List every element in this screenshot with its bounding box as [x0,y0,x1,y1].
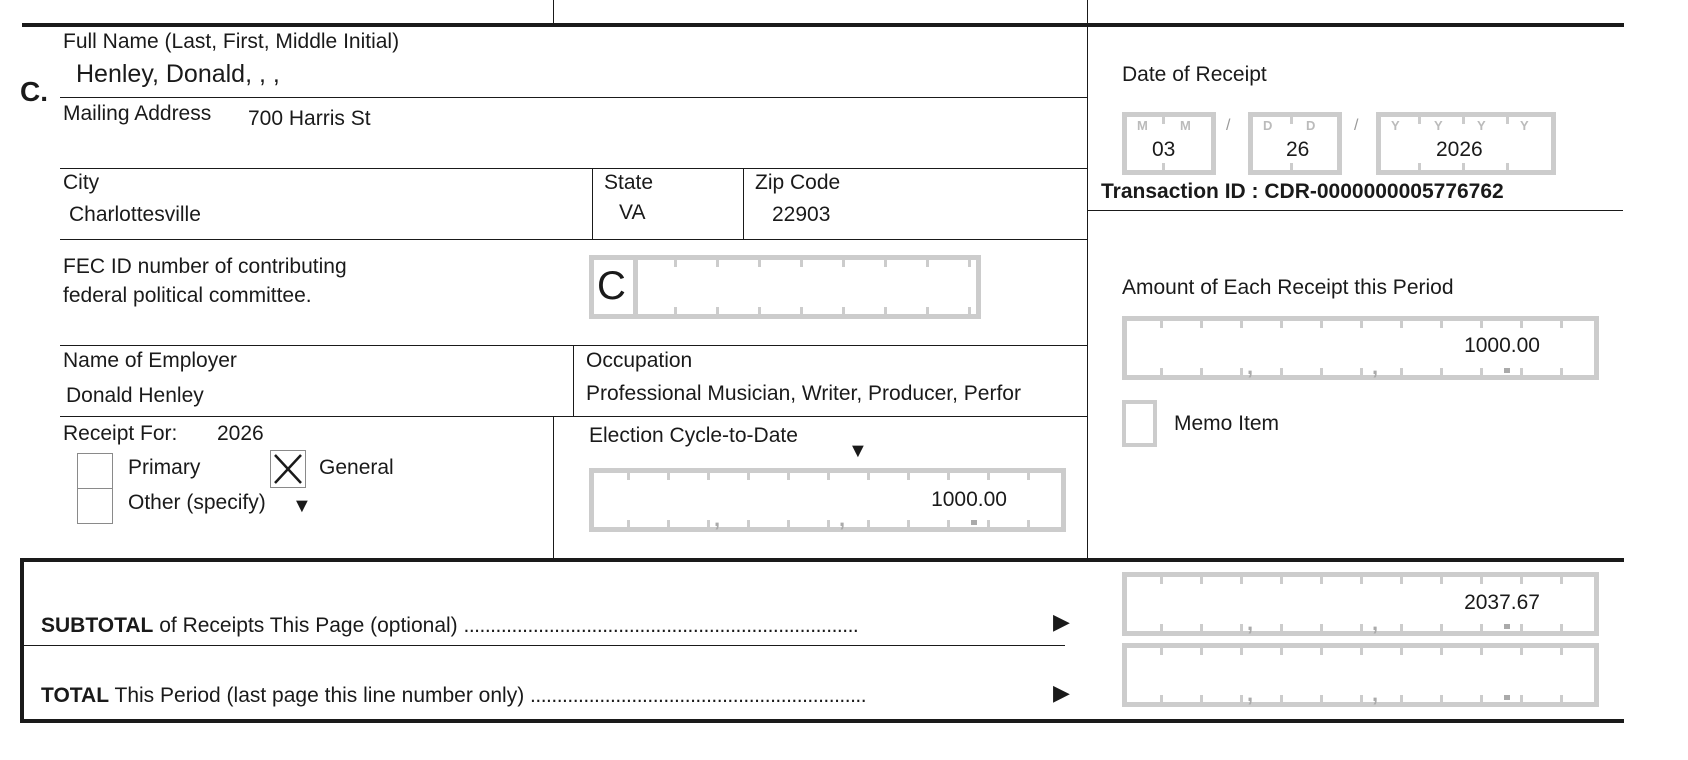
fec-tick-bottom [758,307,761,314]
election-cycle-label: Election Cycle-to-Date [589,424,798,447]
primary-label: Primary [128,456,201,479]
money-tick-bottom [1560,695,1563,702]
money-tick-bottom [1320,695,1323,702]
fec-id-label-line2: federal political committee. [63,284,312,307]
money-tick-bottom [1160,624,1163,631]
rule-address [60,168,1088,169]
fec-tick-top [842,260,845,267]
money-millions-comma: , [1372,610,1379,635]
money-tick-top [1320,648,1323,655]
top-divider-left [553,0,554,25]
money-tick-top [907,473,910,480]
date-tick-top [1162,117,1165,124]
money-tick-bottom [1320,624,1323,631]
money-tick-top [1400,577,1403,584]
total-arrow-icon: ▶ [1053,680,1070,705]
money-tick-bottom [1280,368,1283,375]
date-guide-glyph: D [1263,118,1273,133]
money-tick-top [947,473,950,480]
date-tick-bottom [1418,163,1421,170]
money-tick-bottom [1240,624,1243,631]
city-value: Charlottesville [69,203,201,226]
money-tick-bottom [1360,695,1363,702]
money-tick-top [1160,577,1163,584]
employer-value: Donald Henley [66,384,204,407]
money-tick-bottom [1440,695,1443,702]
date-guide-glyph: Y [1477,118,1486,133]
money-decimal-point [971,520,977,525]
rule-name [60,97,1088,98]
money-tick-top [1360,577,1363,584]
money-tick-bottom [707,520,710,527]
fec-tick-bottom [674,307,677,314]
money-tick-bottom [1520,368,1523,375]
money-tick-top [1360,321,1363,328]
date-tick-top [1462,117,1465,124]
total-bold: TOTAL [41,684,110,707]
election-cycle-amount-value: 1000.00 [931,488,1007,511]
money-tick-bottom [1360,368,1363,375]
money-decimal-point [1504,368,1510,373]
money-tick-top [1520,648,1523,655]
date-tick-bottom [1290,163,1293,170]
money-thousands-comma: , [1247,610,1254,635]
money-tick-top [1320,321,1323,328]
money-tick-bottom [947,520,950,527]
money-tick-bottom [1240,695,1243,702]
date-tick-top [1506,117,1509,124]
date-guide-glyph: Y [1391,118,1400,133]
date-guide-glyph: Y [1520,118,1529,133]
money-tick-top [1440,648,1443,655]
money-tick-bottom [867,520,870,527]
money-tick-top [747,473,750,480]
total-text: This Period (last page this line number only) [109,684,531,707]
other-checkbox[interactable] [77,488,113,524]
date-year-value: 2026 [1436,138,1483,161]
money-tick-bottom [1320,368,1323,375]
subtotal-amount-value: 2037.67 [1464,591,1540,614]
money-tick-top [1480,321,1483,328]
money-tick-top [1320,577,1323,584]
money-tick-bottom [1200,695,1203,702]
money-tick-bottom [1280,624,1283,631]
primary-checkbox[interactable] [77,453,113,489]
section-top-rule [22,23,1624,27]
rule-city [60,239,1088,240]
zip-label: Zip Code [755,171,841,194]
subtotal-line [41,614,858,638]
receipt-for-label: Receipt For: [63,422,178,445]
rule-fec [60,345,1088,346]
fec-tick-bottom [968,307,971,314]
fec-tick-bottom [842,307,845,314]
date-day-value: 26 [1286,138,1310,161]
money-tick-bottom [627,520,630,527]
fec-id-label-line1: FEC ID number of contributing [63,255,347,278]
mailing-address-value: 700 Harris St [248,107,371,130]
money-tick-bottom [1400,368,1403,375]
money-tick-top [1280,577,1283,584]
money-tick-top [1160,321,1163,328]
money-tick-bottom [1520,624,1523,631]
money-tick-top [1360,648,1363,655]
money-tick-bottom [1480,624,1483,631]
transaction-id: Transaction ID : CDR-0000000005776762 [1101,180,1504,203]
money-tick-top [1200,648,1203,655]
money-tick-top [1560,321,1563,328]
fec-id-prefix: C [597,264,626,308]
memo-item-checkbox[interactable] [1122,400,1157,447]
totals-top-rule [20,558,1624,562]
date-guide-glyph: Y [1434,118,1443,133]
rule-transaction [1087,210,1623,211]
date-tick-bottom [1462,163,1465,170]
money-tick-bottom [1400,695,1403,702]
mailing-address-label: Mailing Address [63,102,212,125]
money-tick-bottom [1280,695,1283,702]
date-separator-1: / [1226,117,1231,134]
full-name-value: Henley, Donald, , , [76,60,280,88]
section-letter: C. [20,76,48,107]
date-tick-top [1290,117,1293,124]
general-label: General [319,456,394,479]
money-tick-bottom [1360,624,1363,631]
date-of-receipt-label: Date of Receipt [1122,63,1267,86]
money-decimal-point [1504,695,1510,700]
money-tick-top [1400,648,1403,655]
fec-tick-top [674,260,677,267]
money-tick-top [1200,577,1203,584]
amount-label: Amount of Each Receipt this Period [1122,276,1454,299]
money-tick-top [1520,321,1523,328]
subtotal-bold: SUBTOTAL [41,614,154,637]
divider-city-state [592,168,593,240]
state-label: State [604,171,654,194]
divider-state-zip [743,168,744,240]
fec-tick-top [884,260,887,267]
money-tick-bottom [827,520,830,527]
money-tick-top [1480,577,1483,584]
occupation-label: Occupation [586,349,693,372]
receipt-for-year: 2026 [217,422,264,445]
column-divider [1087,25,1088,561]
general-checkbox[interactable] [270,450,306,488]
money-tick-bottom [667,520,670,527]
money-tick-top [827,473,830,480]
money-tick-top [1027,473,1030,480]
memo-item-label: Memo Item [1174,412,1280,435]
money-tick-bottom [1200,368,1203,375]
money-tick-bottom [1027,520,1030,527]
money-tick-bottom [787,520,790,527]
date-tick-bottom [1162,163,1165,170]
money-tick-top [1560,648,1563,655]
money-tick-top [1400,321,1403,328]
money-tick-bottom [1480,368,1483,375]
checkmark-x-icon [271,451,305,487]
date-month-value: 03 [1152,138,1176,161]
money-thousands-comma: , [1247,681,1254,706]
money-tick-bottom [1160,695,1163,702]
fec-tick-bottom [926,307,929,314]
fec-tick-bottom [800,307,803,314]
date-guide-glyph: M [1180,118,1191,133]
money-tick-bottom [907,520,910,527]
employer-label: Name of Employer [63,349,237,372]
money-tick-bottom [987,520,990,527]
money-tick-top [1440,577,1443,584]
city-label: City [63,171,100,194]
money-tick-bottom [1560,624,1563,631]
fec-tick-bottom [716,307,719,314]
election-cycle-dropdown-icon[interactable]: ▼ [848,440,868,462]
date-guide-glyph: D [1306,118,1316,133]
rule-employer [60,416,1088,417]
money-tick-bottom [747,520,750,527]
date-guide-glyph: M [1137,118,1148,133]
money-tick-top [787,473,790,480]
money-tick-bottom [1240,368,1243,375]
divider-employer-occupation [573,345,574,417]
subtotal-dots: .......................................................................... [463,614,859,637]
totals-mid-rule [22,645,1065,646]
other-label: Other (specify) [128,491,266,514]
money-tick-bottom [1400,624,1403,631]
subtotal-arrow-icon: ▶ [1053,609,1070,634]
state-value: VA [619,201,646,224]
divider-receipt-election [553,416,554,561]
money-decimal-point [1504,624,1510,629]
totals-left-rule [20,558,24,723]
fec-tick-bottom [884,307,887,314]
fec-tick-top [968,260,971,267]
money-tick-top [1560,577,1563,584]
money-tick-top [1520,577,1523,584]
money-tick-top [1200,321,1203,328]
money-tick-top [1280,648,1283,655]
money-millions-comma: , [1372,354,1379,379]
money-tick-top [1240,648,1243,655]
money-tick-top [1440,321,1443,328]
money-tick-bottom [1520,695,1523,702]
money-tick-bottom [1160,368,1163,375]
money-tick-top [1240,321,1243,328]
money-millions-comma: , [1372,681,1379,706]
fec-tick-top [800,260,803,267]
fec-tick-top [758,260,761,267]
other-dropdown-icon[interactable]: ▼ [292,495,312,517]
date-tick-bottom [1506,163,1509,170]
money-tick-top [1240,577,1243,584]
fec-id-input-box[interactable] [589,255,981,319]
date-separator-2: / [1354,117,1359,134]
money-tick-top [627,473,630,480]
money-tick-bottom [1440,624,1443,631]
money-tick-bottom [1440,368,1443,375]
totals-bottom-rule [20,719,1624,723]
money-tick-bottom [1200,624,1203,631]
occupation-value: Professional Musician, Writer, Producer, Perfor [586,382,1021,405]
money-millions-comma: , [839,506,846,531]
zip-value: 22903 [772,203,831,226]
date-tick-top [1418,117,1421,124]
total-dots: ............................................................... [530,684,867,707]
money-tick-top [667,473,670,480]
money-tick-top [1480,648,1483,655]
money-tick-top [707,473,710,480]
money-tick-top [987,473,990,480]
amount-value: 1000.00 [1464,334,1540,357]
money-tick-bottom [1480,695,1483,702]
money-tick-top [1280,321,1283,328]
subtotal-text: of Receipts This Page (optional) [153,614,464,637]
money-tick-top [1160,648,1163,655]
fec-tick-top [716,260,719,267]
money-tick-top [867,473,870,480]
full-name-label: Full Name (Last, First, Middle Initial) [63,30,400,53]
total-line [41,684,866,708]
money-thousands-comma: , [1247,354,1254,379]
money-thousands-comma: , [714,506,721,531]
fec-tick-top [926,260,929,267]
top-divider-right [1087,0,1088,25]
money-tick-bottom [1560,368,1563,375]
